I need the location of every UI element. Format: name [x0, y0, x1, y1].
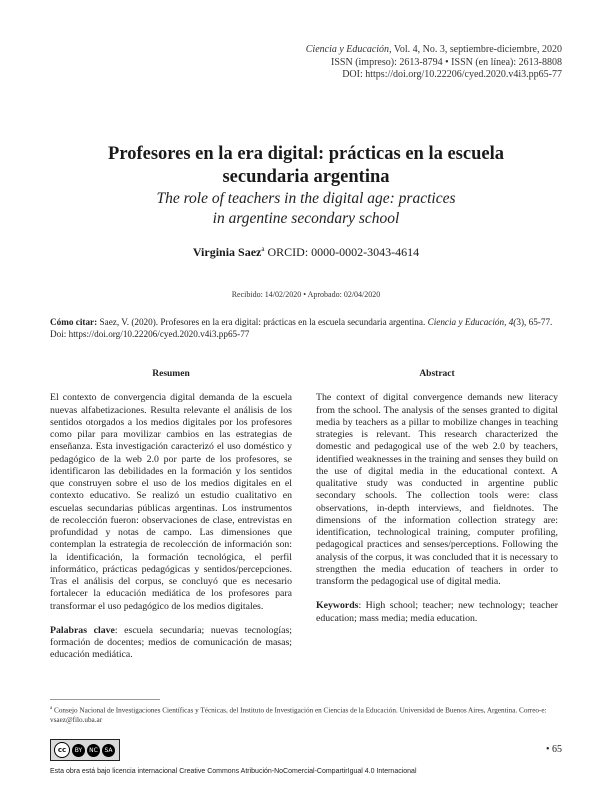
license-text: Esta obra está bajo licencia internacional Creative Commons Atribución-NoComercial-CompartirIgual 4.0 Internacional — [50, 768, 417, 775]
abstract-body: The context of digital convergence demands new literacy from the school. The analysis of the senses granted to digital media by teachers as a pillar to mobilize changes in teaching strategies is relevant. This research characterized the domestic and pedagogical use of the web 2.0 by teachers, identified weaknesses in the training and senses they build on the use of digital media in the educational context. A qualitative study was conducted in argentine public secondary schools. The collection tools were: class observations, in-depth interviews, and fieldnotes. The dimensions of the information collection strategy are: identification, technological training, computer profiling, pedagogical practices and senses/perceptions. Following the analysis of the corpus, it was concluded that it is necessary to strengthen the media education of teachers in order to transform the pedagogical use of digital media. — [316, 392, 558, 587]
resumen-body: El contexto de convergencia digital demanda de la escuela nuevas alfabetizaciones. Resulta relevante el análisis de los sentidos otorgados a los medios digitales por los profesores como pilar para movilizar cambios en las estrategias de enseñanza. Esta investigación caracterizó el uso doméstico y pedagógico de la web 2.0 por parte de los profesores, se identificaron las debilidades en la formación y los sentidos que construyen sobre el uso de los medios digitales en el contexto educativo. Se realizó un estudio cualitativo en escuelas secundarias públicas argentinas. Los instrumentos de recolección fueron: observaciones de clase, entrevistas en profundidad y notas de campo. Las dimensiones que contemplan la estrategia de recolección de información son: la identificación, la formación tecnológica, el perfil informático, prácticas pedagógicas y sentidos/percepciones. Tras el análisis del corpus, se concluyó que es necesario fortalecer la educación mediática de los profesores para transformar el uso pedagógico de los medios digitales. — [50, 392, 292, 612]
cc-nc-icon: NC — [87, 744, 100, 757]
citation-journal: Ciencia y Educación, 4( — [427, 317, 517, 327]
author-orcid: ORCID: 0000-0002-3043-4614 — [264, 245, 420, 259]
journal-volume-line — [306, 44, 562, 57]
article-title-line-2: secundaria argentina — [222, 167, 390, 187]
article-title-line-1: Profesores en la era digital: prácticas en la escuela — [108, 144, 504, 164]
article-subtitle-line-2: in argentine secondary school — [212, 209, 400, 227]
footnote-mark: a — [50, 706, 53, 711]
palabras-clave-text: : escuela secundaria; nuevas tecnologías; formación de docentes; medios de comunicación de masas; educación mediática. — [50, 624, 292, 661]
journal-volume: , Vol. 4, No. 3, septiembre-diciembre, 2020 — [389, 44, 562, 55]
affiliation-footnote — [50, 704, 562, 725]
keywords-text: : High school; teacher; new technology; teacher education; mass media; media education. — [316, 600, 558, 624]
footnote-text: Consejo Nacional de Investigaciones Científicas y Técnicas, del Instituto de Investigación en Ciencias de la Educación. Universidad de Buenos Aires, Argentina. Correo-e: vsaez@filo.uba.ar — [50, 706, 547, 725]
journal-issn: ISSN (impreso): 2613-8794 • ISSN (en línea): 2613-8808 — [331, 56, 562, 68]
author-name: Virginia Saez — [192, 245, 262, 259]
cc-sa-icon: SA — [102, 744, 115, 757]
keywords — [316, 600, 558, 625]
journal-doi: DOI: https://doi.org/10.22206/cyed.2020.v4i3.pp65-77 — [342, 69, 562, 80]
creative-commons-badge[interactable] — [50, 739, 120, 761]
palabras-clave-label: Palabras clave — [50, 624, 115, 636]
article-title — [60, 143, 552, 189]
cc-by-icon: BY — [72, 744, 85, 757]
received-approved-dates: Recibido: 14/02/2020 • Aprobado: 02/04/2020 — [231, 290, 381, 299]
citation-text-2: 3), 65-77. Doi: https://doi.org/10.22206/cyed.2020.v4i3.pp65-77 — [50, 317, 553, 339]
resumen-heading: Resumen — [152, 369, 190, 379]
author-affiliation-mark: a — [261, 245, 265, 253]
resumen-column — [50, 368, 292, 662]
journal-header — [306, 44, 562, 82]
how-to-cite — [50, 316, 562, 340]
abstract-heading: Abstract — [419, 369, 455, 379]
author-line — [60, 245, 552, 260]
footnote-divider — [50, 699, 160, 700]
article-subtitle — [60, 189, 552, 228]
article-subtitle-line-1: The role of teachers in the digital age: practices — [156, 190, 456, 207]
citation-label: Cómo citar: — [50, 317, 98, 327]
abstract-column — [316, 368, 558, 625]
journal-name: Ciencia y Educación — [305, 44, 390, 55]
cc-logo-icon: cc — [54, 742, 70, 758]
keywords-label: Keywords — [316, 600, 359, 612]
page-number: • 65 — [545, 744, 562, 755]
citation-text-1: Saez, V. (2020). Profesores en la era digital: prácticas en la escuela secundaria argentina. — [97, 317, 428, 327]
palabras-clave — [50, 625, 292, 662]
